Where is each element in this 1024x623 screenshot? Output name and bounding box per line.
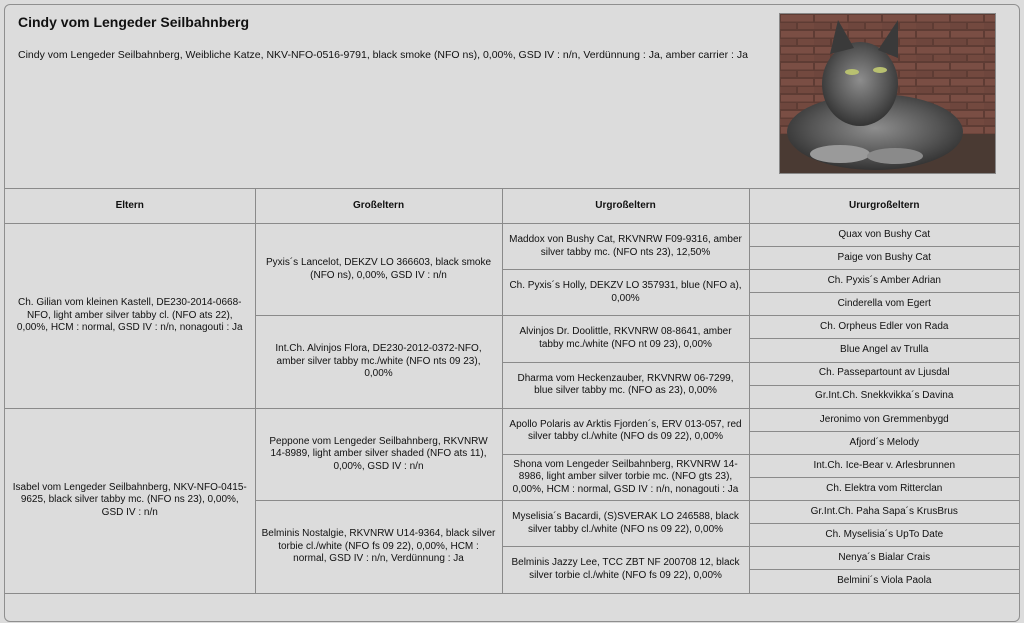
- cat-header: [5, 5, 1019, 189]
- header-parents: Eltern: [5, 189, 255, 224]
- header-great-great-grandparents: Ururgroßeltern: [749, 189, 1019, 224]
- header-great-grandparents: Urgroßeltern: [502, 189, 749, 224]
- great-grandparent: Apollo Polaris av Arktis Fjorden´s, ERV 013-057, red silver tabby cl./white (NFO ds 09 22), 0,00%: [502, 408, 749, 454]
- cat-photo: [779, 13, 996, 174]
- great-grandparent: Dharma vom Heckenzauber, RKVNRW 06-7299, blue silver tabby mc. (NFO as 23), 0,00%: [502, 362, 749, 408]
- header-grandparents: Großeltern: [255, 189, 502, 224]
- grandparent: Peppone vom Lengeder Seilbahnberg, RKVNRW 14-8989, light amber silver shaded (NFO ats 11), 0,00%, GSD IV : n/n: [255, 408, 502, 500]
- great-great-grandparent: Ch. Passepartount av Ljusdal: [749, 362, 1019, 385]
- great-great-grandparent: Belmini´s Viola Paola: [749, 570, 1019, 593]
- parent-dam: Isabel vom Lengeder Seilbahnberg, NKV-NFO-0415-9625, black silver tabby mc. (NFO ns 23), 0,00%, GSD IV : n/n: [5, 408, 255, 593]
- great-great-grandparent: Quax von Bushy Cat: [749, 224, 1019, 247]
- great-grandparent: Maddox von Bushy Cat, RKVNRW F09-9316, amber silver tabby mc. (NFO nts 23), 12,50%: [502, 224, 749, 270]
- great-great-grandparent: Ch. Pyxis´s Amber Adrian: [749, 270, 1019, 293]
- great-grandparent: Belminis Jazzy Lee, TCC ZBT NF 200708 12, black silver torbie cl./white (NFO fs 09 22), 0,00%: [502, 547, 749, 593]
- grandparent: Int.Ch. Alvinjos Flora, DE230-2012-0372-NFO, amber silver tabby mc./white (NFO nts 09 23), 0,00%: [255, 316, 502, 408]
- grandparent: Belminis Nostalgie, RKVNRW U14-9364, black silver torbie cl./white (NFO fs 09 22), 0,00%, HCM : normal, GSD IV : n/n, Verdünnung : Ja: [255, 501, 502, 593]
- great-great-grandparent: Int.Ch. Ice-Bear v. Arlesbrunnen: [749, 454, 1019, 477]
- pedigree-card: [4, 4, 1020, 622]
- great-great-grandparent: Ch. Myselisia´s UpTo Date: [749, 524, 1019, 547]
- great-grandparent: Ch. Pyxis´s Holly, DEKZV LO 357931, blue (NFO a), 0,00%: [502, 270, 749, 316]
- great-great-grandparent: Blue Angel av Trulla: [749, 339, 1019, 362]
- great-great-grandparent: Cinderella vom Egert: [749, 293, 1019, 316]
- cat-description: Cindy vom Lengeder Seilbahnberg, Weibliche Katze, NKV-NFO-0516-9791, black smoke (NFO ns), 0,00%, GSD IV : n/n, Verdünnung : Ja, amber carrier : Ja: [18, 49, 748, 61]
- great-great-grandparent: Paige von Bushy Cat: [749, 247, 1019, 270]
- great-great-grandparent: Ch. Orpheus Edler von Rada: [749, 316, 1019, 339]
- great-grandparent: Alvinjos Dr. Doolittle, RKVNRW 08-8641, amber tabby mc./white (NFO nt 09 23), 0,00%: [502, 316, 749, 362]
- great-great-grandparent: Gr.Int.Ch. Paha Sapa´s KrusBrus: [749, 501, 1019, 524]
- great-grandparent: Myselisia´s Bacardi, (S)SVERAK LO 246588, black silver tabby cl./white (NFO ns 09 22), 0,00%: [502, 501, 749, 547]
- pedigree-table: [5, 189, 1019, 594]
- great-great-grandparent: Gr.Int.Ch. Snekkvikka´s Davina: [749, 385, 1019, 408]
- cat-name: Cindy vom Lengeder Seilbahnberg: [18, 14, 250, 30]
- great-grandparent: Shona vom Lengeder Seilbahnberg, RKVNRW 14-8986, light amber silver torbie mc. (NFO gts 23), 0,00%, HCM : normal, GSD IV : n/n, nonagouti : Ja: [502, 454, 749, 500]
- parent-sire: Ch. Gilian vom kleinen Kastell, DE230-2014-0668-NFO, light amber silver tabby cl. (NFO ats 22), 0,00%, HCM : normal, GSD IV : n/n, nonagouti : Ja: [5, 224, 255, 409]
- great-great-grandparent: Nenya´s Bialar Crais: [749, 547, 1019, 570]
- grandparent: Pyxis´s Lancelot, DEKZV LO 366603, black smoke (NFO ns), 0,00%, GSD IV : n/n: [255, 224, 502, 316]
- great-great-grandparent: Jeronimo von Gremmenbygd: [749, 408, 1019, 431]
- great-great-grandparent: Ch. Elektra vom Ritterclan: [749, 478, 1019, 501]
- great-great-grandparent: Afjord´s Melody: [749, 431, 1019, 454]
